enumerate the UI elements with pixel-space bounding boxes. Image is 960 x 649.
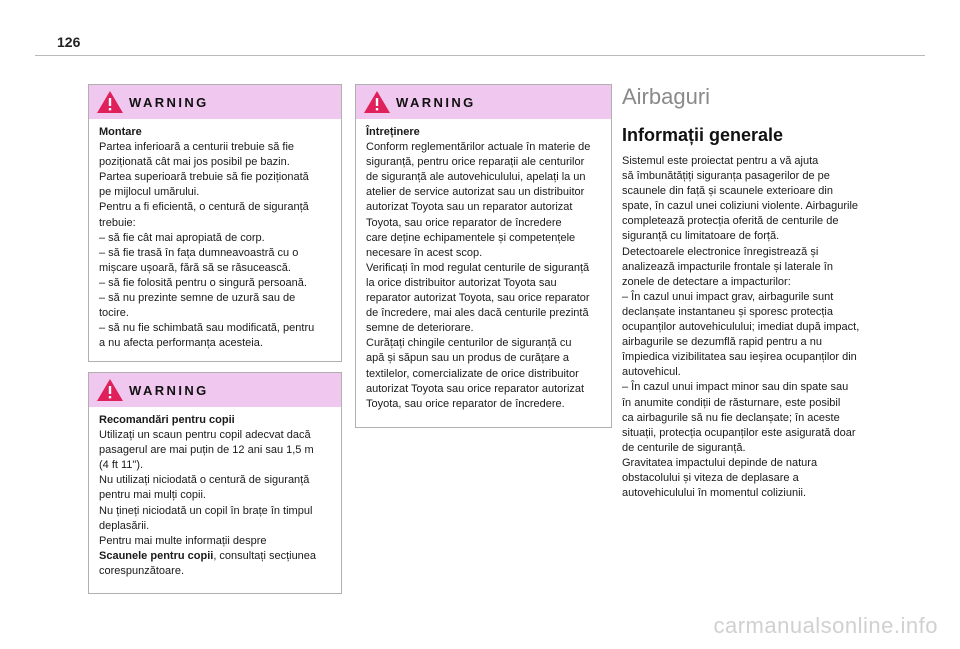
warning-box-mounting (88, 84, 342, 362)
text-line: reparator autorizat Toyota, sau orice reparator (366, 292, 590, 305)
text-line: Conform reglementărilor actuale în materie de (366, 141, 591, 154)
warning-subtitle: Întreținere (366, 126, 420, 138)
text-line: Partea inferioară a centurii trebuie să fie (99, 141, 295, 154)
warning-subtitle: Recomandări pentru copii (99, 414, 235, 426)
text-line: airbagurile se dezumflă rapid pentru a nu (622, 336, 822, 349)
airbags-body-text (622, 154, 922, 501)
text-line: Pentru mai multe informații despre (99, 534, 267, 547)
watermark: carmanualsonline.info (713, 613, 938, 638)
text-line: – să nu fie schimbată sau modificată, pentru (99, 322, 315, 335)
text-line: Pentru a fi eficientă, o centură de siguranță (99, 201, 309, 214)
text-line: poziționată cât mai jos posibil pe bazin. (99, 156, 290, 169)
text-line: zonele de detectare a impacturilor: (622, 275, 791, 288)
warning-triangle-icon (96, 378, 124, 402)
text-line: autorizat Toyota sau un reparator autorizat (366, 201, 573, 214)
warning-box-maintenance (355, 84, 612, 428)
text-line: spate, în cazul unei coliziuni violente. Airbagurile (622, 200, 859, 213)
text-line: – să fie trasă în fața dumneavoastră cu o (99, 246, 299, 259)
text-line: de siguranță ale autovehiculului, apelați la un (366, 171, 586, 184)
text-line: de încredere, mai ales dacă centurile prezintă (366, 307, 589, 320)
text-line: Curățați chingile centurilor de siguranță cu (366, 337, 572, 350)
text-line: – să fie folosită pentru o singură persoană. (99, 276, 307, 289)
warning-body (356, 119, 611, 412)
text-line: pe mijlocul umărului. (99, 186, 200, 199)
text-line: ocupanților autovehiculului; imediat după impact, (622, 321, 860, 334)
text-line: semne de deteriorare. (366, 322, 474, 335)
text-line: obstacolului și viteza de deplasare a (622, 471, 799, 484)
warning-triangle-icon (96, 90, 124, 114)
text-line: pentru mai mulți copii. (99, 489, 206, 502)
text-line: în anumite condiții de răsturnare, este posibil (622, 396, 841, 409)
text-line: ca airbagurile să nu fie declanșate; în aceste (622, 411, 840, 424)
text-line: – să fie cât mai apropiată de corp. (99, 231, 265, 244)
text-line: textilelor, comercializate de orice distribuitor (366, 367, 579, 380)
text-line: trebuie: (99, 216, 136, 229)
top-divider (35, 55, 925, 56)
warning-box-children (88, 372, 342, 594)
text-line: analizează impacturile frontale și laterale în (622, 260, 833, 273)
text-line: să îmbunătățiți siguranța pasagerilor de pe (622, 170, 830, 183)
warning-subtitle: Montare (99, 126, 142, 138)
text-line: – În cazul unui impact grav, airbagurile sunt (622, 290, 834, 303)
text-line: deplasării. (99, 519, 150, 532)
text-line: atelier de service autorizat sau un distribuitor (366, 186, 585, 199)
text-line: Nu țineți niciodată un copil în brațe în timpul (99, 504, 313, 517)
section-title: Airbaguri (622, 84, 711, 109)
text-line: Nu utilizați niciodată o centură de siguranță (99, 474, 310, 487)
text-line: a nu afecta performanța acesteia. (99, 337, 263, 350)
text-line: autovehicul. (622, 366, 681, 379)
text-line: Detectoarele electronice înregistrează și (622, 245, 819, 258)
warning-title: WARNING (396, 95, 476, 110)
text-line: Toyota, sau orice reparator de încredere. (366, 397, 565, 410)
text-line: tocire. (99, 307, 129, 320)
text-line: apă și săpun sau un produs de curățare a (366, 352, 570, 365)
text-line: completează protecția oferită de centurile de (622, 215, 839, 228)
text-line: la orice distribuitor autorizat Toyota sau (366, 276, 557, 289)
text-line: de centurile de siguranță. (622, 441, 746, 454)
warning-header (89, 85, 341, 119)
warning-header (356, 85, 611, 119)
warning-body (89, 407, 341, 579)
text-line: – În cazul unui impact minor sau din spate sau (622, 381, 849, 394)
text-line: mișcare ușoară, fără să se răsucească. (99, 261, 291, 274)
warning-header (89, 373, 341, 407)
text-line: necesare în acest scop. (366, 246, 483, 259)
airbags-section (622, 84, 922, 501)
text-line: Verificați în mod regulat centurile de siguranță (366, 261, 590, 274)
text-line: (4 ft 11"). (99, 459, 144, 472)
warning-triangle-icon (363, 90, 391, 114)
text-line: situații, protecția ocupanților este asigurată doar (622, 426, 856, 439)
text-line (99, 549, 331, 564)
page-number: 126 (57, 34, 81, 50)
text-line: declanșate instantaneu și sporesc protecția (622, 305, 833, 318)
text-line: autovehiculului în momentul coliziunii. (622, 487, 807, 500)
warning-body (89, 119, 341, 351)
text-line: pasagerul are mai puțin de 12 ani sau 1,5 m (99, 444, 314, 457)
warning-title: WARNING (129, 383, 209, 398)
text-line: Gravitatea impactului depinde de natura (622, 456, 818, 469)
text-line: Partea superioară trebuie să fie poziționată (99, 171, 309, 184)
text-line: care deține echipamentele și competențele (366, 231, 576, 244)
text-line: Utilizați un scaun pentru copil adecvat dacă (99, 429, 311, 442)
text-line: autorizat Toyota sau orice reparator autorizat (366, 382, 585, 395)
text-line: Sistemul este proiectat pentru a vă ajuta (622, 155, 819, 167)
warning-title: WARNING (129, 95, 209, 110)
text-line: siguranță, pentru orice reparații ale centurilor (366, 156, 585, 169)
text-line: siguranță cu limitatoare de forță. (622, 230, 780, 243)
text-line: scaunele din față și scaunele exterioare din (622, 185, 833, 198)
text-line: Toyota, sau orice reparator de încredere (366, 216, 562, 229)
text-line: corespunzătoare. (99, 564, 184, 577)
text-line: împiedica vizibilitatea sau ieșirea ocupanților din (622, 351, 857, 364)
text-line: – să nu prezinte semne de uzură sau de (99, 292, 296, 305)
cross-reference: Scaunele pentru copii (99, 549, 214, 562)
subsection-title: Informații generale (622, 125, 784, 145)
text-fragment: , consultați secțiunea (213, 549, 317, 562)
